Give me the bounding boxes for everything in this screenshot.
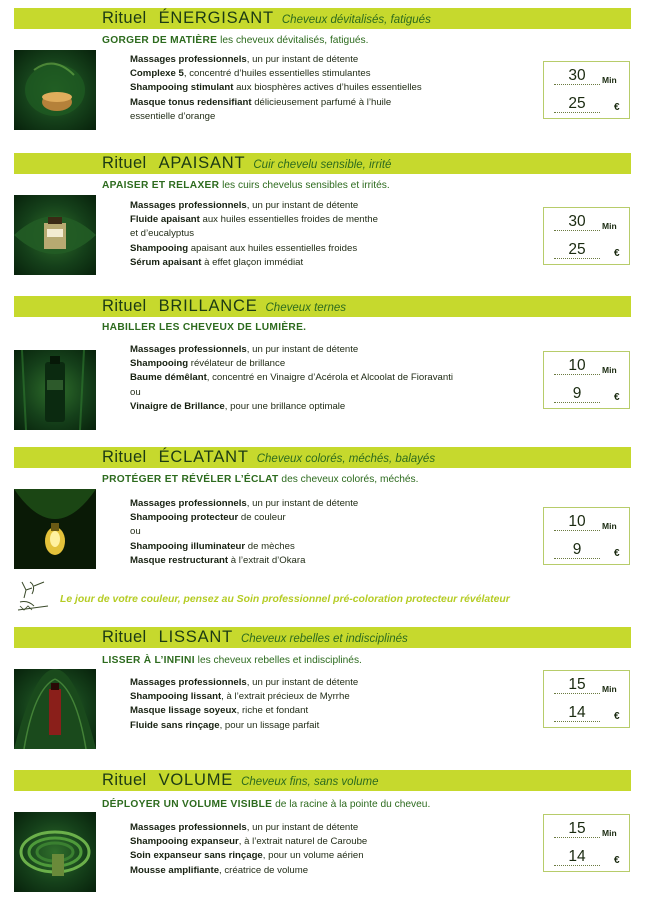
ritual-item-text: , un pur instant de détente: [246, 54, 359, 65]
ritual-item: [130, 690, 358, 704]
ritual-item: [130, 554, 358, 568]
ritual-intro: [102, 180, 390, 191]
ritual-item-bold: Shampooing lissant: [130, 691, 222, 703]
duration-value: 15: [554, 820, 600, 838]
ritual-item-bold: Shampooing expanseur: [130, 836, 239, 848]
ritual-keyword: Rituel: [102, 9, 147, 27]
ritual-item-bold: Fluide sans rinçage: [130, 719, 220, 731]
ritual-subtitle: Cheveux dévitalisés, fatigués: [281, 14, 431, 26]
ritual-item: [130, 67, 422, 81]
ritual-item-bold: Sérum apaisant: [130, 256, 202, 268]
ritual-item-bold: Fluide apaisant: [130, 214, 200, 226]
ritual-name: APAISANT: [158, 154, 246, 172]
price-value: 25: [554, 241, 600, 259]
ritual-item: [130, 400, 453, 414]
ritual-item: [130, 704, 358, 718]
ritual-keyword: Rituel: [102, 154, 147, 172]
ritual-item-bold: Massages professionnels: [130, 200, 247, 211]
price-value: 9: [554, 385, 600, 403]
ritual-item-text: , pour un volume aérien: [262, 850, 364, 862]
price-box: [543, 814, 630, 872]
ritual-intro-text: les cuirs chevelus sensibles et irrités.: [219, 180, 390, 191]
ritual-item-text: à l’extrait d’Okara: [228, 554, 306, 566]
ritual-intro-caps: GORGER DE MATIÈRE: [102, 35, 218, 46]
price-unit: €: [614, 855, 620, 866]
ritual-item-bold: Baume démêlant: [130, 372, 207, 384]
ritual-keyword: Rituel: [102, 297, 147, 315]
duration-unit: Min: [602, 365, 617, 375]
ritual-item: [130, 53, 422, 67]
ritual-item: [130, 227, 378, 241]
ritual-item-text: , concentré d’huiles essentielles stimulantes: [183, 68, 371, 80]
ritual-item-text: essentielle d’orange: [130, 110, 216, 122]
ritual-item-text: , un pur instant de détente: [246, 344, 359, 355]
ritual-name: BRILLANCE: [158, 297, 258, 315]
ritual-item-text: à effet glaçon immédiat: [201, 256, 304, 268]
ritual-item: [130, 719, 358, 733]
ritual-intro-caps: APAISER ET RELAXER: [102, 180, 220, 191]
ritual-item: [130, 676, 358, 690]
ritual-item: [130, 110, 422, 124]
ritual-title-band: [14, 447, 631, 468]
ritual-item: [130, 256, 378, 270]
ritual-item-text: , un pur instant de détente: [246, 200, 359, 211]
ritual-item-bold: Complexe 5: [130, 68, 184, 80]
ritual-intro-caps: PROTÉGER ET RÉVÉLER L’ÉCLAT: [102, 474, 279, 485]
ritual-item: [130, 849, 367, 863]
ritual-item-text: , un pur instant de détente: [246, 498, 359, 509]
ritual-item-text: , un pur instant de détente: [246, 822, 359, 833]
ritual-item-bold: Shampooing: [130, 358, 189, 370]
ritual-subtitle: Cheveux rebelles et indisciplinés: [240, 633, 408, 645]
ritual-item-bold: Masque tonus redensifiant: [130, 96, 252, 108]
ritual-item: [130, 199, 378, 213]
price-box: [543, 61, 630, 119]
price-unit: €: [614, 548, 620, 559]
ritual-title-band: [14, 8, 631, 29]
ritual-item: [130, 497, 358, 511]
ritual-items: [130, 676, 358, 733]
ritual-title-band: [14, 770, 631, 791]
ritual-intro-caps: LISSER À L’INFINI: [102, 655, 195, 666]
ritual-item: [130, 357, 453, 371]
ritual-subtitle: Cheveux fins, sans volume: [241, 776, 379, 788]
ritual-item-text: aux biosphères actives d’huiles essentielles: [233, 82, 422, 94]
ritual-item-text: de mèches: [245, 540, 295, 552]
price-value: 9: [554, 541, 600, 559]
ritual-items: [130, 199, 378, 270]
ritual-item-text: et d’eucalyptus: [130, 228, 194, 240]
ritual-item-bold: Massages professionnels: [130, 677, 247, 688]
duration-value: 10: [554, 357, 600, 375]
ritual-item: [130, 821, 367, 835]
ritual-name: VOLUME: [158, 771, 234, 789]
ritual-item-bold: Shampooing stimulant: [130, 82, 234, 94]
price-box: [543, 207, 630, 265]
spiral-product-photo: [14, 812, 96, 892]
ritual-item-text: , concentré en Vinaigre d’Acérola et Alcoolat de Fioravanti: [206, 372, 453, 384]
ritual-keyword: Rituel: [102, 771, 147, 789]
ritual-item: [130, 81, 422, 95]
ritual-item: [130, 525, 358, 539]
ritual-title-band: [14, 296, 631, 317]
ritual-item-bold: Massages professionnels: [130, 344, 247, 355]
ritual-subtitle: Cheveux colorés, méchés, balayés: [256, 453, 436, 465]
ritual-item-text: , pour une brillance optimale: [224, 400, 346, 412]
ritual-item-bold: Mousse amplifiante: [130, 864, 220, 876]
orange-product-photo: [14, 50, 96, 130]
ritual-item: [130, 213, 378, 227]
ritual-items: [130, 53, 422, 124]
ritual-item-bold: Shampooing illuminateur: [130, 540, 246, 552]
ritual-item-text: apaisant aux huiles essentielles froides: [188, 242, 358, 254]
price-value: 14: [554, 704, 600, 722]
ritual-name: ÉCLATANT: [158, 448, 249, 466]
ritual-intro: [102, 35, 368, 46]
ritual-item-text: de couleur: [238, 512, 286, 524]
ritual-intro: [102, 799, 430, 810]
duration-value: 30: [554, 213, 600, 231]
dark-bottle-product-photo: [14, 350, 96, 430]
ritual-item: [130, 242, 378, 256]
price-unit: €: [614, 711, 620, 722]
ritual-intro-text: les cheveux dévitalisés, fatigués.: [217, 35, 369, 46]
ritual-item-text: délicieusement parfumé à l’huile: [251, 96, 392, 108]
ritual-item: [130, 835, 367, 849]
ritual-name: LISSANT: [158, 628, 233, 646]
ritual-name: ÉNERGISANT: [158, 9, 274, 27]
ritual-intro-text: de la racine à la pointe du cheveu.: [272, 799, 431, 810]
ritual-items: [130, 821, 367, 878]
ritual-keyword: Rituel: [102, 628, 147, 646]
duration-unit: Min: [602, 828, 617, 838]
ritual-item: [130, 864, 367, 878]
ritual-title-band: [14, 153, 631, 174]
bottle-product-photo: [14, 195, 96, 275]
ritual-item-text: révélateur de brillance: [188, 358, 286, 370]
ritual-item: [130, 540, 358, 554]
ritual-title-band: [14, 627, 631, 648]
ritual-item: [130, 343, 453, 357]
price-unit: €: [614, 248, 620, 259]
ritual-item-text: aux huiles essentielles froides de menthe: [199, 214, 378, 226]
price-box: [543, 670, 630, 728]
price-box: [543, 351, 630, 409]
ritual-item-text: , un pur instant de détente: [246, 677, 359, 688]
price-unit: €: [614, 392, 620, 403]
ritual-item-bold: Masque lissage soyeux: [130, 705, 237, 717]
ritual-item: [130, 511, 358, 525]
ritual-intro-caps: HABILLER LES CHEVEUX DE LUMIÈRE.: [102, 322, 307, 333]
ritual-intro-text: des cheveux colorés, méchés.: [278, 474, 419, 485]
ritual-item-bold: Masque restructurant: [130, 554, 229, 566]
ritual-item-text: , riche et fondant: [236, 705, 309, 717]
ritual-items: [130, 343, 453, 414]
ritual-intro: [102, 655, 362, 666]
duration-unit: Min: [602, 684, 617, 694]
ritual-intro-caps: DÉPLOYER UN VOLUME VISIBLE: [102, 799, 273, 810]
ritual-item-text: ou: [130, 526, 141, 538]
duration-value: 10: [554, 513, 600, 531]
duration-value: 15: [554, 676, 600, 694]
coloration-tip: Le jour de votre couleur, pensez au Soin professionnel pré-coloration protecteur révélateur: [60, 594, 510, 605]
ritual-item-text: , créatrice de volume: [219, 864, 309, 876]
ritual-item-bold: Massages professionnels: [130, 54, 247, 65]
ritual-item-bold: Soin expanseur sans rinçage: [130, 850, 263, 862]
duration-unit: Min: [602, 75, 617, 85]
ritual-item-text: ou: [130, 386, 141, 398]
ritual-item-bold: Vinaigre de Brillance: [130, 400, 225, 412]
ritual-item-text: , à l’extrait précieux de Myrrhe: [221, 691, 350, 703]
ritual-intro: [102, 474, 418, 485]
ritual-intro-text: les cheveux rebelles et indisciplinés.: [194, 655, 362, 666]
ritual-item: [130, 371, 453, 385]
ritual-intro: [102, 322, 306, 333]
ritual-items: [130, 497, 358, 568]
duration-unit: Min: [602, 221, 617, 231]
ritual-subtitle: Cuir chevelu sensible, irrité: [253, 159, 392, 171]
ritual-item: [130, 386, 453, 400]
ritual-item-text: , pour un lissage parfait: [219, 719, 320, 731]
ritual-subtitle: Cheveux ternes: [265, 302, 347, 314]
glowing-product-photo: [14, 489, 96, 569]
price-value: 25: [554, 95, 600, 113]
ritual-item-bold: Massages professionnels: [130, 498, 247, 509]
ritual-item-bold: Massages professionnels: [130, 822, 247, 833]
ritual-item-bold: Shampooing: [130, 242, 189, 254]
price-unit: €: [614, 102, 620, 113]
ritual-item-text: , à l’extrait naturel de Caroube: [238, 836, 368, 848]
hairdresser-sketch-icon: [14, 576, 54, 616]
ritual-keyword: Rituel: [102, 448, 147, 466]
duration-value: 30: [554, 67, 600, 85]
price-value: 14: [554, 848, 600, 866]
red-bottle-product-photo: [14, 669, 96, 749]
ritual-item-bold: Shampooing protecteur: [130, 512, 239, 524]
duration-unit: Min: [602, 521, 617, 531]
ritual-item: [130, 96, 422, 110]
price-box: [543, 507, 630, 565]
